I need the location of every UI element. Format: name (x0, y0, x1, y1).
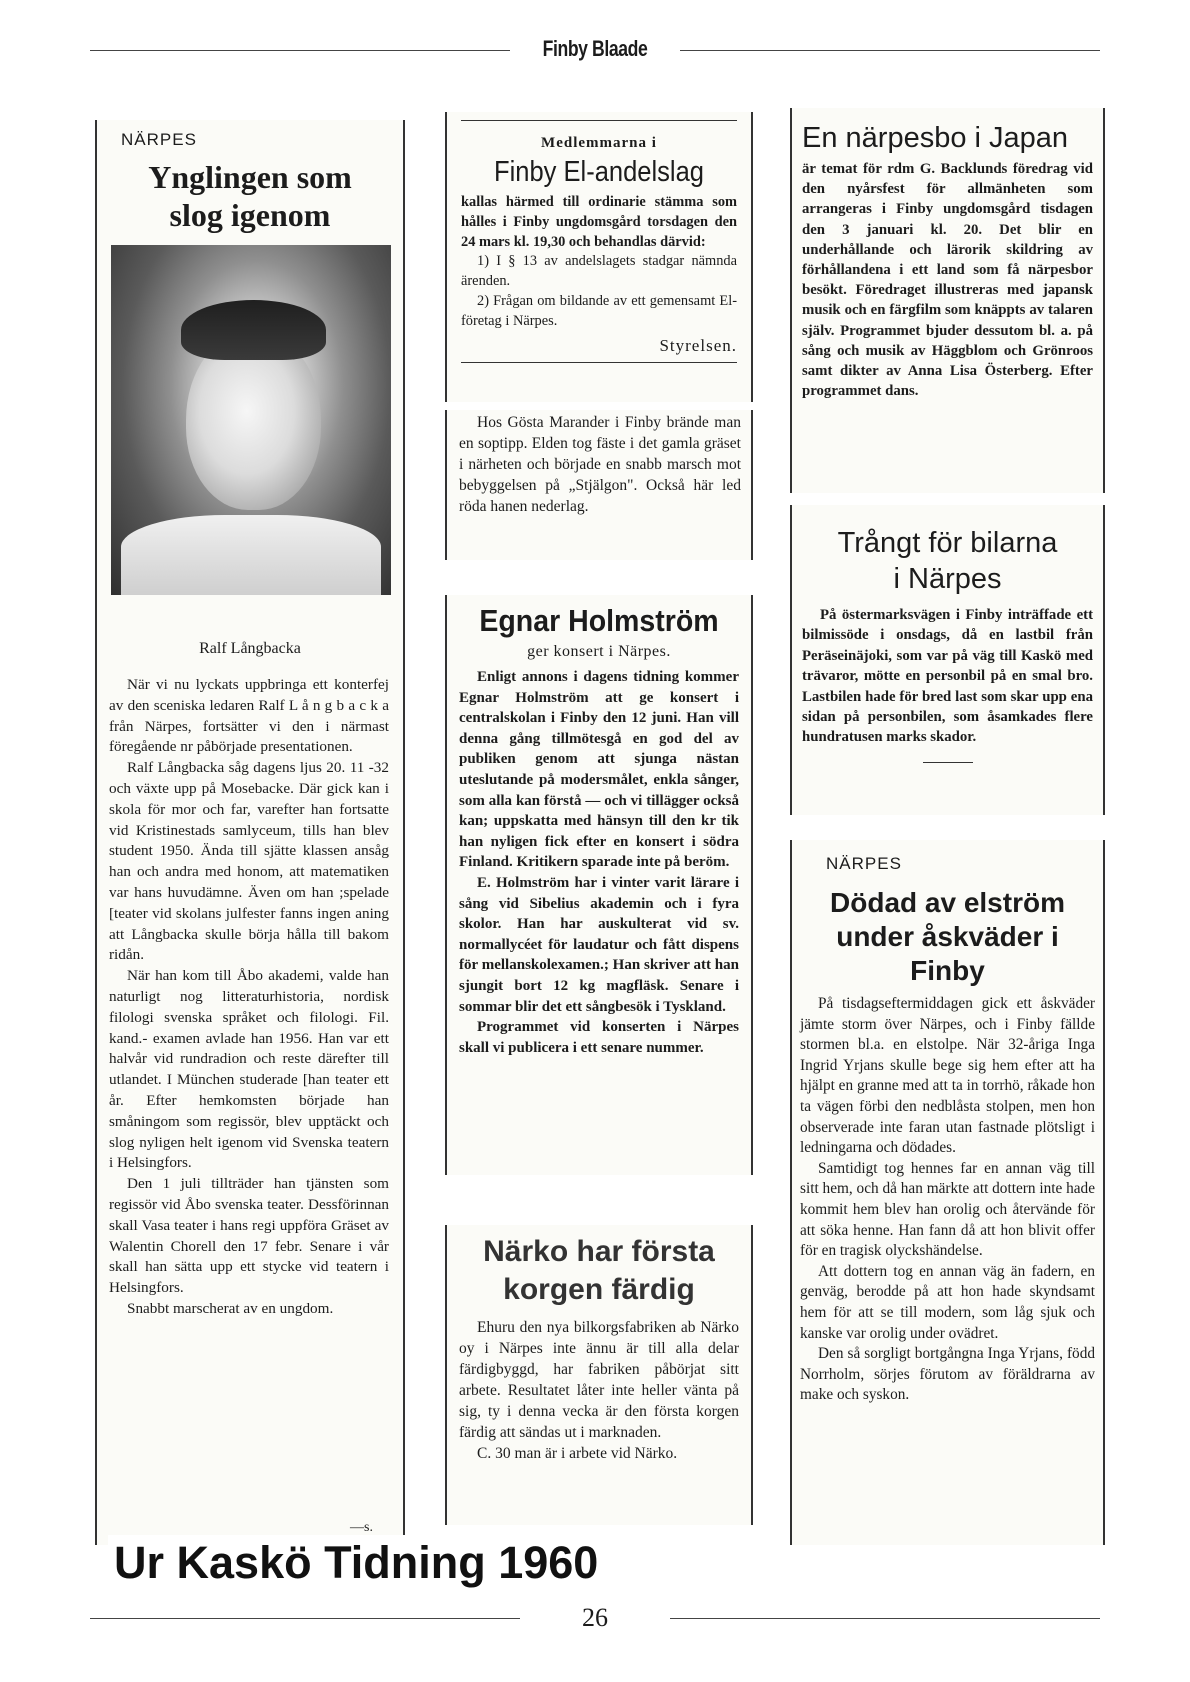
signature: —s. (350, 1520, 373, 1535)
headline (802, 525, 1093, 597)
article-body: Hos Gösta Marander i Finby brände man en soptipp. Elden tog fäste i det gamla gräset i närheten och började en snabb marsch mot bebyggelsen på „Stjälgon". Också här led röda hanen nederlag. (459, 414, 741, 515)
paragraph: Ehuru den nya bilkorgsfabriken ab Närko oy i Närpes inte ännu är till alla delar färdigbyggd, har fabriken påbörjat sitt arbete. Resultatet låter inte heller vänta på sig, ty i denna vecka är den första korgen färdig att sändas ut i marknaden. (459, 1319, 739, 1441)
page-number: 26 (582, 1603, 608, 1632)
paragraph: Att dottern tog en annan väg än fadern, en genväg, berodde på att hon hade skyndsamt hem för att se till modern, som låg sjuk och kanske var orolig under ovädret. (800, 1262, 1095, 1342)
article-body: På östermarksvägen i Finby inträffade ett bilmissöde i onsdags, då en lastbil från Peräseinäjoki, som var på väg till Kaskö med trävaror, mötte en personbil på en smal bro. Lastbilen hade för bred last som skar upp ena sidan på personbilen, som åsamkades flere hundratusen marks skador. (802, 607, 1093, 746)
header-rule-right (680, 50, 1100, 51)
article-body (800, 994, 1095, 1406)
headline-line-2: korgen färdig (503, 1273, 695, 1306)
paragraph: På tisdagseftermiddagen gick ett åskväder jämte storm över Närpes, och i Finby fällde stormen bl.a. en elstolpe. När 32-åriga Inga Ingrid Yrjans skulle bege sig hem efter att ha hjälpt en granne med att ta in torrhö, råkade hon ta vägen förbi den nedblåsta stolpen, men hon observerade inte faran utan fastnade plötsligt i ledningarna och dödades. (800, 995, 1095, 1157)
headline-line-2: under åskväder i (836, 921, 1059, 952)
bottom-rule (461, 362, 737, 363)
article-body (459, 1317, 739, 1464)
clipping-bilarna (790, 505, 1105, 815)
paragraph: Samtidigt tog hennes far en annan väg till sitt hem, och då han märkte att dottern inte hade kommit hem blev han orolig och återvände för att söka henne. Han fann då att hon blivit offer för en tragisk olyckshändelse. (800, 1159, 1095, 1260)
clipping-japan (790, 108, 1105, 493)
notice-intro: kallas härmed till ordinarie stämma som hålles i Finby ungdomsgård torsdagen den 24 mars kl. 19,30 och behandlas därvid: (461, 194, 737, 250)
headline-line-1: Dödad av elström (830, 887, 1065, 918)
article-body (459, 667, 739, 1058)
headline-line-3: Finby (910, 955, 985, 986)
clipping-elandelslag (445, 112, 753, 402)
signature: Styrelsen. (659, 335, 737, 355)
kicker: NÄRPES (826, 854, 902, 873)
clipping-soptipp (445, 410, 753, 560)
portrait-hair (181, 300, 326, 360)
kicker: Medlemmarna i (541, 135, 657, 151)
portrait-photo (111, 245, 391, 595)
paragraph: Enligt annons i dagens tidning kommer Egnar Holmström att ge konsert i centralskolan i Finby den 12 juni. Han vill denna gång tillmötesgå en god del av publiken genom att sjunga nästan uteslutande på modersmålet, enkla sånger, som alla kan förstå — och vi tillägger också kan; uppskatta med hänsyn till den kr tik han nyligen fick efter en konsert i södra Finland. Kritikern sparade inte på beröm. (459, 669, 739, 871)
headline: Egnar Holmström (479, 603, 719, 638)
headline-line-1: Närko har första (483, 1235, 715, 1268)
headline-line-2: slog igenom (169, 197, 331, 233)
article-body: är temat för rdm G. Backlunds föredrag vid den nyårsfest för allmänheten som arrangeras i Finby ungdomsgård tisdagen den 3 januari kl. 20. Det blir en underhållande och lärorik skildring av förhållandena i ett land som få närpesbor besökt. Föredraget illustreras med japansk musik och en färgfilm som knäppts av talaren själv. Programmet bjuder dessutom bl. a. på sång och musik av Häggblom och Grönroos samt dikter av Anna Lisa Österberg. Efter programmet dans. (802, 161, 1093, 400)
article-body (109, 675, 389, 1320)
headline-line-1: Ynglingen som (148, 159, 352, 195)
headline-line-1: Trångt för bilarna (837, 527, 1058, 559)
paragraph: När han kom till Åbo akademi, valde han naturligt nog litteraturhistoria, nordisk filologi svenska språket och filologi. Fil. kand.- examen avlade han 1956. Han var ett halvår vid rundradion och reste därefter till utlandet. I München studerade [han teater ett år. Efter hemkomsten började han småningom som regissör, blev upptäckt och slog nyligen helt igenom vid Svenska teatern i Helsingfors. (109, 967, 389, 1172)
footer-rule-right (670, 1618, 1100, 1619)
header-title: Finby Blaade (542, 36, 648, 61)
top-rule (461, 120, 737, 121)
clipping-holmstrom (445, 595, 753, 1175)
header-rule-left (90, 50, 510, 51)
headline: Finby El-andelslag (494, 156, 704, 188)
paragraph: Programmet vid konserten i Närpes skall vi publicera i ett senare nummer. (459, 1019, 739, 1056)
headline-line-2: i Närpes (893, 563, 1002, 595)
notice-item-2: 2) Frågan om bildande av ett gemensamt El-företag i Närpes. (461, 292, 737, 329)
subhead: ger konsert i Närpes. (527, 643, 671, 660)
footer-rule-left (90, 1618, 520, 1619)
paragraph: Snabbt marscherat av en ungdom. (127, 1299, 334, 1317)
paragraph: Den så sorgligt bortgångna Inga Yrjans, född Norrholm, sörjes förutom av föräldrarna av make och syskon. (800, 1345, 1095, 1404)
clipping-narko (445, 1225, 753, 1525)
photo-caption: Ralf Långbacka (199, 640, 301, 657)
headline: En närpesbo i Japan (802, 122, 1069, 154)
headline (459, 1233, 739, 1309)
end-rule (923, 762, 973, 763)
notice-item-1: 1) I § 13 av andelslagets stadgar nämnda ärenden. (461, 253, 737, 290)
source-banner: Ur Kaskö Tidning 1960 (108, 1535, 604, 1591)
kicker: NÄRPES (121, 130, 197, 149)
clipping-ralf-langbacka (95, 120, 405, 1545)
paragraph: Ralf Långbacka såg dagens ljus 20. 11 -32 och växte upp på Mosebacke. Där gick kan i skola för mor och far, varefter han fortsatte vid Kristinestads samlyceum, tills han blev student 1950. Ända till sjätte klassen ansåg han och andra med honom, att matematiken var hans huvudämne. Även om han ;spelade [teater vid skolans julfester fanns ingen aning att Långbacka skulle börja hålla till bakom ridån. (109, 759, 389, 964)
headline (109, 158, 391, 234)
paragraph: Den 1 juli tillträder han tjänsten som regissör vid Åbo svenska teater. Dessförinnan skall Vasa teater i hans regi uppföra Gräset av Walentin Chorell den 17 febr. Senare i vår skall han sätta upp ett stycke vid teatern i Helsingfors. (109, 1175, 389, 1297)
paragraph: C. 30 man är i arbete vid Närko. (477, 1445, 678, 1462)
clipping-elstrom (790, 840, 1105, 1545)
paragraph: E. Holmström har i vinter varit lärare i sång vid Sibelius akademin och i fyra skolor. Han har auskulterat vid sv. normallycéet för laudatur och fått dispens för mellanskolexamen.; Han skriver att han sjungit bort 12 kg magfläsk. Senare i sommar blir det ett sångbesök i Tyskland. (459, 874, 739, 1015)
paragraph: När vi nu lyckats uppbringa ett konterfej av den sceniska ledaren Ralf L å n g b a c k a från Närpes, fortsätter vi den i närmast föregående nr påbörjade presentationen. (109, 676, 389, 756)
headline (800, 886, 1095, 988)
portrait-shirt (121, 515, 381, 595)
